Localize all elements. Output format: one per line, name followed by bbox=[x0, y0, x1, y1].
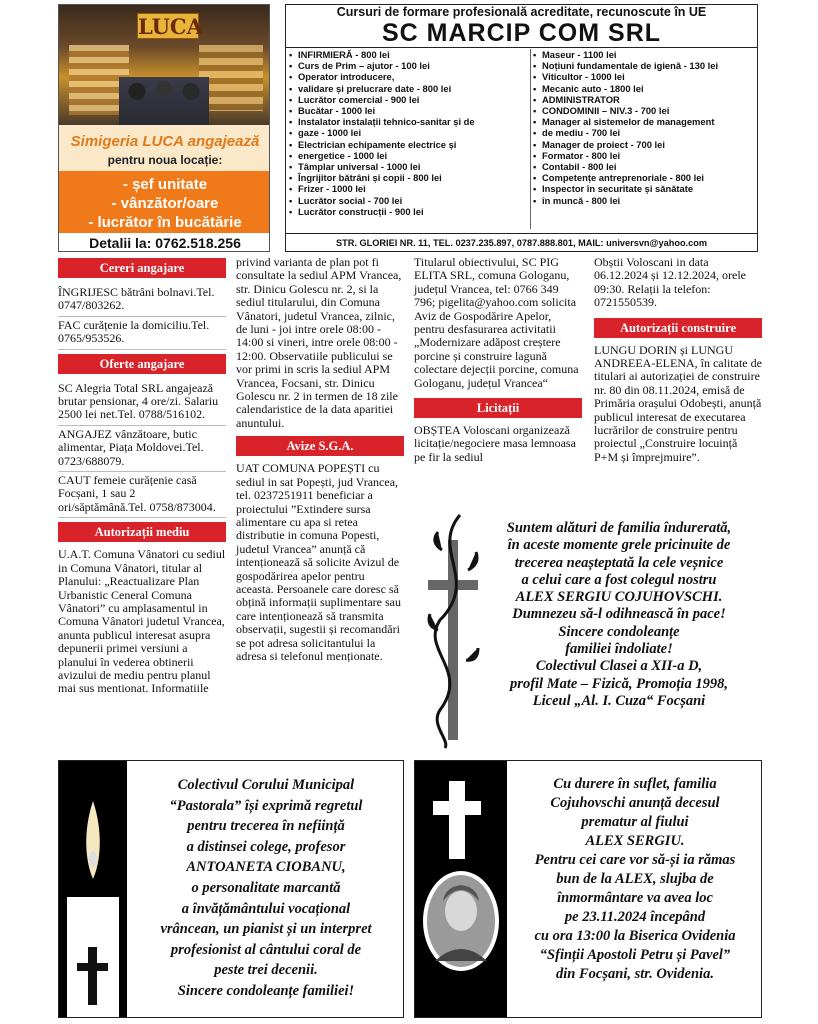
role-item: - lucrător în bucătărie bbox=[88, 214, 242, 231]
course-list-left bbox=[288, 49, 538, 217]
condolence-line: a distinsei colege, profesor bbox=[186, 838, 346, 855]
course-item: • Noțiuni fundamentale de igienă - 130 lei bbox=[532, 60, 757, 71]
notice-text: Titularul obiectivului, SC PIG ELITA SRL, comuna Gologanu, județul Vrancea, tel: 0766 349 796; pigelita@yahoo.com solicita Aviz de Gospodărire Apelor, pentru desfasurarea activitatii „Modernizare adăpost creștere porcine și construire lagună colectare dejecții porcine, comuna Gologanu, județul Vrancea“ bbox=[414, 255, 579, 390]
course-item: • în muncă - 800 lei bbox=[532, 195, 757, 206]
condolence-line: Colectivul Clasei a XII-a D, bbox=[535, 658, 703, 675]
condolence-box-1 bbox=[414, 506, 762, 756]
course-item: • Contabil - 800 lei bbox=[532, 161, 757, 172]
course-item: • Inspector în securitate și sănătate bbox=[532, 183, 757, 194]
luca-logo: LUCA bbox=[138, 14, 203, 39]
course-item: • energetice - 1000 lei bbox=[288, 150, 538, 161]
column-4 bbox=[594, 256, 762, 464]
condolence-line: o personalitate marcantă bbox=[191, 879, 341, 896]
condolence-line: Cu durere în suflet, familia bbox=[553, 776, 717, 792]
marcip-courses-ad bbox=[285, 4, 758, 252]
condolence-line: cu ora 13:00 la Biserica Ovidenia bbox=[534, 928, 736, 944]
condolence-line: în aceste momente grele pricinuite de bbox=[507, 537, 731, 554]
condolence-box-2 bbox=[58, 760, 404, 1018]
course-item: • Mecanic auto - 1800 lei bbox=[532, 83, 757, 94]
column-2 bbox=[236, 256, 404, 663]
marcip-tagline: Cursuri de formare profesională acreditate, recunoscute în UE bbox=[336, 5, 707, 19]
condolence-line: ALEX SERGIU COJUHOVSCHI. bbox=[515, 589, 723, 606]
condolence-line: trecerea neașteptată la cele veșnice bbox=[514, 554, 724, 571]
condolence-line: profil Mate – Fizică, Promoția 1998, bbox=[510, 675, 728, 692]
condolence-line: “Sfinții Apostoli Petru și Pavel” bbox=[539, 947, 731, 963]
course-item: • Lucrător construcții - 900 lei bbox=[288, 206, 538, 217]
condolence-line: Sincere condoleanțe bbox=[558, 623, 680, 640]
course-item: • INFIRMIERĂ - 800 lei bbox=[288, 49, 538, 60]
course-item: • ADMINISTRATOR bbox=[532, 94, 757, 105]
condolence-line: “Pastorala” își exprimă regretul bbox=[169, 797, 363, 814]
condolence-box-3 bbox=[414, 760, 762, 1018]
divider bbox=[286, 47, 757, 48]
course-item: • Manager al sistemelor de management bbox=[532, 116, 757, 127]
condolence-text bbox=[511, 775, 759, 984]
notice-text: UAT COMUNA POPEȘTI cu sediul in sat Popești, jud Vrancea, tel. 0237251911 beneficiar a proiectului ”Extindere sursa alimentare cu apa si retea distributie in comuna Popesti, judetul Vrancea” anunță că intenționează să solicite Avizul de gospodărirea apelor pentru aceasta. Persoanele care doresc să obțină informații suplimentare sau care intenționează să transmita observații, sugestii și recomandări se pot adresa solicitantului la adresa si telefonul menționate. bbox=[236, 461, 401, 663]
condolence-line: ANTOANETA CIOBANU, bbox=[186, 859, 346, 876]
luca-contact: Detalii la: 0762.518.256 bbox=[59, 233, 270, 252]
course-item: • CONDOMINII – NIV.3 - 700 lei bbox=[532, 105, 757, 116]
section-header: Autorizații construire bbox=[594, 318, 762, 338]
notice-text: privind varianta de plan pot fi consultate la sediul APM Vrancea, str. Dinicu Golescu nr. 2, si la sediul titularului, din Comuna Vânatori, judetul Vrancea, zilnic, de luni - joi intre orele 08:00 - 14:00 si vineri, intre orele 08:00 - 12:00. Observatiile publicului se vor primi in scris la sediul APM Vrancea, Focsani, str. Dinicu Golescu nr. 2 in termen de 18 zile calendaristice de la data aparitiei anuntului. bbox=[236, 255, 402, 430]
role-item: - vânzător/oare bbox=[111, 195, 219, 212]
condolence-line: din Focșani, str. Ovidenia. bbox=[556, 966, 714, 982]
course-item: • Lucrător social - 700 lei bbox=[288, 195, 538, 206]
classified-ad: ANGAJEZ vânzătoare, butic alimentar, Piața Moldovei.Tel. 0723/688079. bbox=[58, 426, 226, 472]
condolence-line: pentru trecerea în neființă bbox=[187, 818, 345, 835]
role-item: - șef unitate bbox=[122, 176, 208, 193]
course-item: • Instalator instalații tehnico-sanitar și de bbox=[288, 116, 538, 127]
luca-subtitle: pentru noua locație: bbox=[107, 153, 223, 167]
notice-text: OBȘTEA Voloscani organizează licitație/negociere masa lemnoasa pe fir la sediul bbox=[414, 423, 576, 464]
condolence-text bbox=[131, 775, 401, 1002]
candle-icon bbox=[59, 761, 127, 1017]
condolence-line: a învățământului vocațional bbox=[181, 900, 351, 917]
section-header: Licitații bbox=[414, 398, 582, 418]
classified-ad: ÎNGRIJESC bătrâni bolnavi.Tel. 0747/803262. bbox=[58, 284, 226, 317]
course-item: • Manager de proiect - 700 lei bbox=[532, 139, 757, 150]
condolence-line: vrâncean, un pianist și un interpret bbox=[160, 921, 372, 938]
section-header: Autorizații mediu bbox=[58, 522, 226, 542]
course-item: • Tâmplar universal - 1000 lei bbox=[288, 161, 538, 172]
section-header: Cereri angajare bbox=[58, 258, 226, 278]
condolence-text bbox=[476, 520, 762, 710]
course-item: • Formator - 800 lei bbox=[532, 150, 757, 161]
course-item: • Frizer - 1000 lei bbox=[288, 183, 538, 194]
condolence-line: înmormântare va avea loc bbox=[557, 890, 713, 906]
course-list-right bbox=[532, 49, 757, 206]
column-1 bbox=[58, 254, 226, 696]
condolence-line: Suntem alături de familia îndurerată, bbox=[506, 520, 732, 536]
course-item: • Competențe antreprenoriale - 800 lei bbox=[532, 172, 757, 183]
course-item: • Operator introducere, bbox=[288, 71, 538, 82]
course-item: • Maseur - 1100 lei bbox=[532, 49, 757, 60]
condolence-line: Pentru cei care vor să-și ia rămas bbox=[534, 852, 736, 868]
notice-text: Obștii Voloscani in data 06.12.2024 și 12.12.2024, orele 09:30. Relații la telefon: 0721550539. bbox=[594, 255, 746, 310]
shop-customers bbox=[119, 77, 209, 125]
condolence-line: pe 23.11.2024 începând bbox=[564, 909, 706, 925]
condolence-line: Liceul „Al. I. Cuza“ Focșani bbox=[532, 692, 706, 709]
luca-job-ad bbox=[58, 4, 270, 252]
marcip-address: STR. GLORIEI NR. 11, TEL. 0237.235.897, 0787.888.801, MAIL: universvn@yahoo.com bbox=[286, 233, 757, 251]
marcip-company: SC MARCIP COM SRL bbox=[381, 19, 662, 47]
course-item: • Curs de Prim – ajutor - 100 lei bbox=[288, 60, 538, 71]
condolence-line: ALEX SERGIU. bbox=[585, 833, 685, 849]
course-item: • gaze - 1000 lei bbox=[288, 127, 538, 138]
luca-roles bbox=[59, 175, 270, 232]
section-header: Avize S.G.A. bbox=[236, 436, 404, 456]
section-header: Oferte angajare bbox=[58, 354, 226, 374]
condolence-line: prematur al fiului bbox=[581, 814, 689, 830]
condolence-line: a celui care a fost colegul nostru bbox=[521, 571, 717, 588]
luca-slogan: Simigeria LUCA angajează bbox=[70, 133, 260, 150]
condolence-line: Cojuhovschi anunță decesul bbox=[550, 795, 720, 811]
condolence-line: familiei îndoliate! bbox=[565, 641, 673, 658]
cross-portrait-icon bbox=[415, 761, 507, 1017]
course-item: • Viticultor - 1000 lei bbox=[532, 71, 757, 82]
course-item: • validare și prelucrare date - 800 lei bbox=[288, 83, 538, 94]
condolence-line: bun de la ALEX, slujba de bbox=[556, 871, 714, 887]
classified-ad: SC Alegria Total SRL angajează brutar pensionar, 4 ore/zi. Salariu 2500 lei net.Tel. 0788/516102. bbox=[58, 380, 226, 426]
column-3 bbox=[414, 256, 582, 464]
course-item: • Îngrijitor bătrâni și copii - 800 lei bbox=[288, 172, 538, 183]
classified-ad: FAC curățenie la domiciliu.Tel. 0765/953526. bbox=[58, 317, 226, 350]
notice-text: U.A.T. Comuna Vânatori cu sediul in Comuna Vânatori, titular al Planului: „Reactualizare Plan Urbanistic Ceneral Comuna Vânatori” cu amplasamentul in Comuna Vânatori judetul Vrancea, anunta publicul interesat asupra depunerii primei versiuni a planului în vederea obtinerii avizului de mediu pentru planul mai sus mentionat. Informatiile bbox=[58, 547, 226, 696]
course-item: • Bucătar - 1000 lei bbox=[288, 105, 538, 116]
condolence-line: Sincere condoleanțe familiei! bbox=[177, 982, 355, 999]
course-item: • Lucrător comercial - 900 lei bbox=[288, 94, 538, 105]
condolence-line: profesionist al cântului coral de bbox=[170, 941, 362, 958]
classified-ad: CAUT femeie curățenie casă Focșani, 1 sau 2 ori/săptămână.Tel. 0758/873004. bbox=[58, 472, 226, 518]
course-item: • Electrician echipamente electrice și bbox=[288, 139, 538, 150]
condolence-line: Colectivul Corului Municipal bbox=[177, 777, 355, 793]
notice-text: LUNGU DORIN și LUNGU ANDREEA-ELENA, în calitate de titulari ai autorizației de construire nr. 80 din 08.11.2024, emisă de Primăria orașului Odobești, anunță publicul interesat de executarea lucrărilor de construire pentru proiectul „Construire locuință P+M și împrejmuire”. bbox=[594, 342, 762, 464]
condolence-line: peste trei decenii. bbox=[214, 962, 318, 979]
condolence-line: Dumnezeu să-l odihnească în pace! bbox=[512, 606, 726, 623]
course-item: • de mediu - 700 lei bbox=[532, 127, 757, 138]
